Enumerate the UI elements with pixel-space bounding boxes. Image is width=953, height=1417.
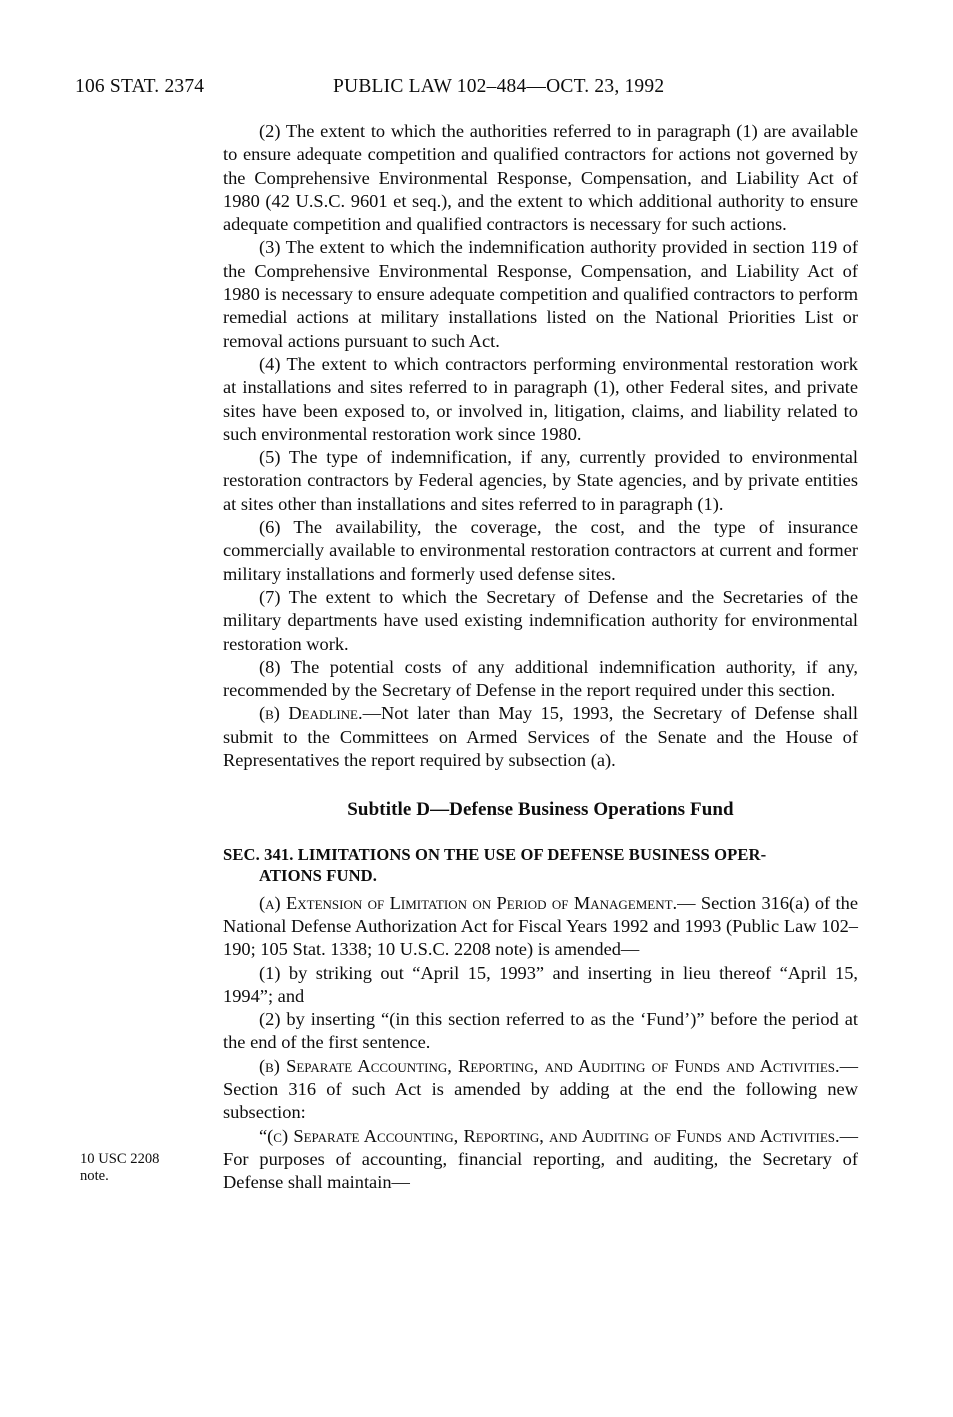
marginal-note-line1: 10 USC 2208 (80, 1151, 160, 1167)
subsection-a-item-1: (1) by striking out “April 15, 1993” and inserting in lieu thereof “April 15, 1994”; and (223, 962, 858, 1006)
paragraph-5: (5) The type of indemnification, if any, currently provided to environmental restoration contractors by Federal agencies, by State agencies, and by private entities at sites other than installations and sites referred to in paragraph (1). (223, 447, 858, 514)
section-heading-line1: SEC. 341. LIMITATIONS ON THE USE OF DEFENSE BUSINESS OPER- (223, 844, 767, 864)
subsection-b-accounting (223, 1055, 858, 1125)
quoted-subsection-c (223, 1125, 858, 1195)
section-heading-line2: ATIONS FUND. (259, 865, 377, 885)
paragraph-7: (7) The extent to which the Secretary of Defense and the Secretaries of the military departments have used existing indemnification authority for environmental restoration work. (223, 586, 858, 654)
subsection-b-deadline (223, 702, 858, 772)
paragraph-8: (8) The potential costs of any additional indemnification authority, if any, recommended by the Secretary of Defense in the report required under this section. (223, 656, 858, 701)
subsection-b2-text: —Section 316 of such Act is amended by adding at the end the following new subsection: (223, 1055, 858, 1123)
marginal-note (80, 1151, 210, 1185)
body-column (223, 120, 858, 1194)
page-number-left: 106 STAT. 2374 (75, 76, 205, 97)
paragraph-4: (4) The extent to which contractors performing environmental restoration work at installations and sites referred to in paragraph (1), other Federal sites, and private sites have been exposed to, or involved in, litigation, claims, and liability related to such environmental restoration work since 1980. (223, 353, 858, 444)
public-law-citation: PUBLIC LAW 102–484—OCT. 23, 1992 (333, 76, 665, 97)
subsection-a-label: (a) Extension of Limitation on Period of Management. (259, 892, 678, 913)
subsection-b2-label: (b) Separate Accounting, Reporting, and Auditing of Funds and Activities. (259, 1055, 840, 1076)
subsection-b-label: (b) Deadline. (259, 703, 363, 724)
paragraph-2: (2) The extent to which the authorities referred to in paragraph (1) are available to ensure adequate competition and qualified contractors for actions not governed by the Comprehensive Environmental Response, Compensation, and Liability Act of 1980 (42 U.S.C. 9601 et seq.), and the extent to which additional authority to ensure adequate competition and qualified contractors is necessary for such actions. (223, 121, 858, 235)
subsection-b-text: —Not later than May 15, 1993, the Secretary of Defense shall submit to the Committees on Armed Services of the Senate and the House of Representatives the report required by subsection (a). (223, 703, 859, 771)
subsection-c-label: “(c) Separate Accounting, Reporting, and Auditing of Funds and Activities. (259, 1125, 840, 1146)
paragraph-6: (6) The availability, the coverage, the cost, and the type of insurance commercially available to environmental restoration contractors at current and former military installations and formerly used defense sites. (223, 517, 858, 584)
subsection-a (223, 892, 858, 962)
paragraph-3: (3) The extent to which the indemnification authority provided in section 119 of the Comprehensive Environmental Response, Compensation, and Liability Act of 1980 is necessary to ensure adequate competition and qualified contractors to perform remedial actions at military installations listed on the National Priorities List or removal actions pursuant to such Act. (223, 237, 858, 351)
subsection-a-text: — Section 316(a) of the National Defense Authorization Act for Fiscal Years 1992 and 1993 (Public Law 102–190; 105 Stat. 1338; 10 U.S.C. 2208 note) is amended— (223, 892, 858, 960)
section-heading (223, 844, 858, 886)
subtitle-heading: Subtitle D—Defense Business Operations Fund (347, 799, 734, 821)
marginal-note-line2: note. (80, 1168, 109, 1184)
subsection-c-text: —For purposes of accounting, financial reporting, and auditing, the Secretary of Defense shall maintain— (223, 1125, 858, 1193)
subsection-a-item-2: (2) by inserting “(in this section referred to as the ‘Fund’)” before the period at the end of the first sentence. (223, 1009, 858, 1053)
